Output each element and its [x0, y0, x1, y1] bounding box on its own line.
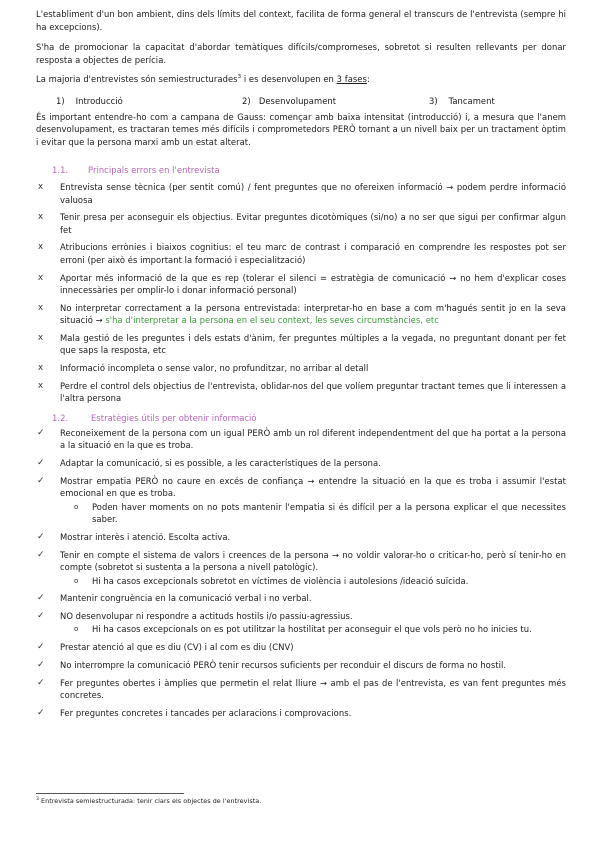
fases-intro-colon: :: [366, 74, 370, 84]
circle-bullet-icon: o: [74, 576, 79, 585]
fase-2-num: 2): [242, 95, 251, 106]
list-item: [36, 211, 566, 236]
fase-3: [429, 95, 495, 108]
cross-marker-icon: x: [38, 380, 44, 391]
paragraph-ambient: L'establiment d'un bon ambient, dins dels límits del context, facilita de forma general el transcurs de l'entrevista (sempre hi ha excepcions).: [36, 9, 566, 32]
list-item-text: Mostrar interès i atenció. Escolta activa.: [60, 531, 231, 542]
footnote-separator: [36, 793, 184, 794]
list-item-text: Mala gestió de les preguntes i dels estats d'ànim, fer preguntes múltiples a la vegada, no preguntant donant per fet que saps la resposta, etc: [60, 332, 566, 356]
cross-marker-icon: x: [38, 302, 44, 313]
footnote-ref[interactable]: 3: [237, 74, 242, 81]
list-item: [36, 181, 566, 206]
fase-2-label: Desenvolupament: [258, 95, 337, 106]
list-item-text: Atribucions errònies i biaixos cognitius: el teu marc de contrast i comparació en comprendre les respostes pot ser erroni (per això és important la formació i especialització): [60, 242, 566, 265]
circle-bullet-icon: o: [74, 625, 79, 634]
list-item-highlight: s'ha d'interpretar a la persona en el seu context, les seves circumstàncies, etc: [105, 315, 439, 326]
footnote: [36, 797, 261, 806]
list-item: [36, 427, 566, 452]
fases-intro-middle: i es desenvolupen en: [241, 74, 337, 84]
section-title: Estratègies útils per obtenir informació: [91, 412, 257, 423]
fases-list: [36, 95, 566, 108]
sub-list-item: [36, 623, 566, 636]
list-item-text: No interrompre la comunicació PERÒ tenir recursos suficients per reconduir el discurs de forma no hostil.: [60, 659, 507, 670]
list-item: [36, 272, 566, 297]
check-icon: ✓: [37, 549, 45, 560]
list-item: [36, 677, 566, 702]
section-title: Principals errors en l'entrevista: [88, 165, 220, 175]
check-icon: ✓: [37, 458, 45, 468]
document-page: [36, 8, 566, 724]
check-icon: ✓: [37, 677, 45, 688]
errors-list: [36, 181, 566, 405]
list-item-text: Fer preguntes concretes i tancades per aclaracions i comprovacions.: [60, 707, 352, 718]
list-item: [36, 241, 566, 266]
list-item-text: Reconeixement de la persona com un igual PERÒ amb un rol diferent independentment del que ha portat a la persona a la situació en la que es troba.: [60, 427, 566, 451]
list-item: [36, 475, 566, 526]
sub-list-item: [36, 575, 566, 588]
section-heading-strategies: [36, 412, 566, 425]
cross-marker-icon: x: [38, 363, 44, 374]
strategies-list: [36, 427, 566, 719]
fase-3-num: 3): [429, 95, 438, 106]
list-item-text: Aportar més informació de la que es rep (tolerar el silenci = estratègia de comunicació → no hem d'explicar coses innecessàries per omplir-lo i donar informació personal): [60, 272, 566, 296]
fase-1: [56, 95, 123, 108]
paragraph-gauss: És important entendre-ho com a campana de Gauss: començar amb baixa intensitat (introducció) i, a mesura que l'anem desenvolupament, es tractaran temes més difícils i comprometedors PERÒ tornant a un nivell baix per un tractament òptim i evitar que la persona marxi amb un estat alterat.: [36, 111, 566, 147]
list-item-text: Tenir en compte el sistema de valors i creences de la persona → no voldir valorar-ho o criticar-ho, però sí tenir-ho en compte (sobretot si sustenta a la persona a nivell patològic).: [60, 549, 566, 573]
cross-marker-icon: x: [38, 182, 44, 192]
list-item-text: Prestar atenció al que es diu (CV) i al com es diu (CNV): [60, 642, 294, 653]
cross-marker-icon: x: [38, 212, 44, 223]
cross-marker-icon: x: [38, 242, 44, 253]
fases-link: 3 fases: [336, 74, 367, 84]
check-icon: ✓: [37, 475, 45, 486]
list-item-text: No interpretar correctament a la persona entrevistada: interpretar-ho en base a com m'hagués sentit jo en la seva situació →: [60, 302, 566, 326]
check-icon: ✓: [37, 593, 45, 604]
list-item: [36, 549, 566, 588]
fase-1-label: Introducció: [75, 95, 123, 106]
list-item: [36, 641, 566, 654]
list-item: [36, 362, 566, 375]
list-item-text: Tenir presa per aconseguir els objectius. Evitar preguntes dicotòmiques (si/no) a no ser que sigui per confirmar algun fet: [60, 212, 566, 235]
paragraph-fases-intro: [36, 73, 566, 86]
circle-bullet-icon: o: [74, 502, 79, 511]
list-item: [36, 707, 566, 720]
list-item-text: Adaptar la comunicació, si es possible, a les característiques de la persona.: [60, 458, 381, 468]
check-icon: ✓: [37, 707, 45, 718]
fase-3-label: Tancament: [448, 95, 495, 106]
footnote-text: Entrevista semiestructurada: tenir clars els objectes de l'entrevista.: [38, 797, 262, 805]
footnote-number: 3: [36, 796, 39, 802]
check-icon: ✓: [37, 642, 45, 653]
list-item: [36, 380, 566, 405]
sub-list-item-text: Hi ha casos excepcionals on es pot utilitzar la hostilitat per aconseguir el que vols però no ho inicies tu.: [92, 624, 532, 635]
sub-list-item: [36, 501, 566, 526]
check-icon: ✓: [37, 531, 45, 542]
sub-list-item-text: Hi ha casos excepcionals sobretot en víctimes de violència i autolesions /ideació suïcida.: [92, 575, 469, 586]
section-number: 1.2.: [52, 412, 69, 423]
paragraph-tematiques: S'ha de promocionar la capacitat d'abordar temàtiques difícils/compromeses, sobretot si resulten rellevants per donar resposta a objectes de perícia.: [36, 42, 566, 65]
check-icon: ✓: [37, 610, 45, 621]
cross-marker-icon: x: [38, 332, 44, 343]
list-item-text: Mantenir congruència en la comunicació verbal i no verbal.: [60, 593, 312, 604]
fase-1-num: 1): [56, 95, 65, 106]
section-number: 1.1.: [52, 165, 69, 175]
list-item-text: Fer preguntes obertes i àmplies que permetin el relat lliure → amb el pas de l'entrevista, es van fent preguntes més concretes.: [60, 677, 566, 700]
list-item: [36, 610, 566, 636]
check-icon: ✓: [37, 427, 45, 438]
fase-2: [242, 95, 336, 108]
list-item: [36, 332, 566, 357]
list-item: [36, 531, 566, 544]
list-item: [36, 659, 566, 672]
list-item-text: Entrevista sense tècnica (per sentit comú) / fent preguntes que no ofereixen informació → podem perdre informació valuosa: [60, 182, 566, 205]
list-item-text: Perdre el control dels objectius de l'entrevista, oblidar-nos del que volíem preguntar tractant temes que li interessen a l'altra persona: [60, 380, 566, 404]
list-item: [36, 302, 566, 327]
fases-intro-text: La majoria d'entrevistes són semiestructurades: [36, 74, 238, 84]
list-item-text: Mostrar empatia PERÒ no caure en excés de confiança → entendre la situació en la que es troba i assumir l'estat emocional en que es troba.: [60, 475, 566, 499]
sub-list-item-text: Poden haver moments on no pots mantenir l'empatia si és difícil per a la persona explicar el que necessites saber.: [92, 501, 566, 525]
list-item: [36, 592, 566, 605]
list-item-text: NO desenvolupar ni respondre a actituds hostils i/o passiu-agressius.: [60, 610, 353, 621]
list-item: [36, 457, 566, 470]
cross-marker-icon: x: [38, 272, 44, 283]
list-item-text: Informació incompleta o sense valor, no profunditzar, no arribar al detall: [60, 363, 369, 374]
section-heading-errors: [36, 164, 566, 177]
check-icon: ✓: [37, 659, 45, 670]
